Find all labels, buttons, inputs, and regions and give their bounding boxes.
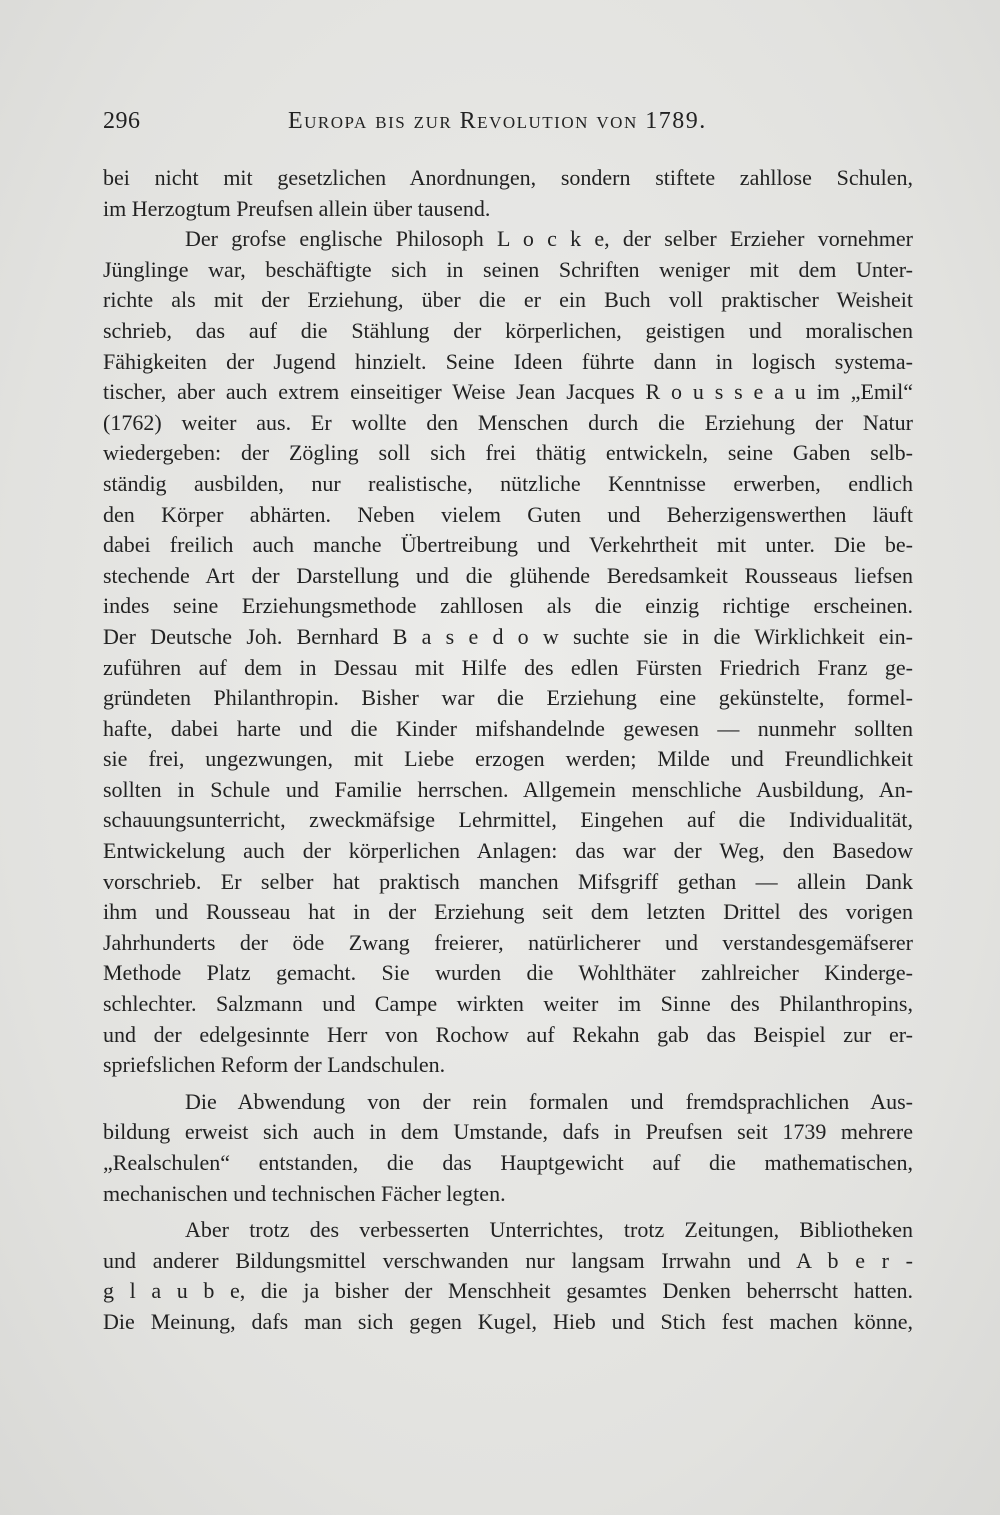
paragraph <box>103 1215 913 1337</box>
text-line: „Realschulen“ entstanden, die das Hauptgewicht auf die mathematischen, <box>103 1150 913 1175</box>
text-line: schlechter. Salzmann und Campe wirkten weiter im Sinne des Philanthropins, <box>103 991 913 1017</box>
text-line: spriefslichen Reform der Landschulen. <box>103 1052 446 1078</box>
text-line: Jünglinge war, beschäftigte sich in seinen Schriften weniger mit dem Unter- <box>103 256 913 282</box>
body-text <box>103 163 913 1338</box>
text-line: Der grofse englische Philosoph L o c k e, der selber Erzieher vornehmer <box>185 226 913 252</box>
text-line: den Körper abhärten. Neben vielem Guten und Beherzigenswerthen läuft <box>103 501 913 527</box>
text-line: sollten in Schule und Familie herrschen. Allgemein menschliche Ausbildung, An- <box>103 776 913 802</box>
text-line: stechende Art der Darstellung und die glühende Beredsamkeit Rousseaus liefsen <box>103 562 913 588</box>
paragraph <box>103 163 913 224</box>
text-line: gründeten Philanthropin. Bisher war die Erziehung eine gekünstelte, formel- <box>103 685 913 711</box>
text-line: Fähigkeiten der Jugend hinzielt. Seine Ideen führte dann in logisch systema- <box>103 348 913 374</box>
text-line: Jahrhunderts der öde Zwang freierer, natürlicherer und verstandesgemäfserer <box>103 929 913 955</box>
text-line: dabei freilich auch manche Übertreibung und Verkehrtheit mit unter. Die be- <box>103 532 913 558</box>
text-line: bei nicht mit gesetzlichen Anordnungen, sondern stiftete zahllose Schulen, <box>103 165 913 190</box>
text-line: und anderer Bildungsmittel verschwanden nur langsam Irrwahn und A b e r - <box>103 1247 913 1273</box>
page-header <box>103 108 913 148</box>
text-line: tischer, aber auch extrem einseitiger Weise Jean Jacques R o u s s e a u im „Emil“ <box>103 379 913 405</box>
page-number: 296 <box>103 108 141 134</box>
text-line: wiedergeben: der Zögling soll sich frei thätig entwickeln, seine Gaben selb- <box>103 440 913 466</box>
text-line: (1762) weiter aus. Er wollte den Menschen durch die Erziehung der Natur <box>103 409 913 435</box>
text-line: sie frei, ungezwungen, mit Liebe erzogen werden; Milde und Freundlichkeit <box>103 746 913 772</box>
text-line: im Herzogtum Preufsen allein über tausend. <box>103 195 491 221</box>
text-line: vorschrieb. Er selber hat praktisch manchen Mifsgriff gethan — allein Dank <box>103 868 913 894</box>
text-line: Die Abwendung von der rein formalen und fremdsprachlichen Aus- <box>185 1088 913 1114</box>
text-line: bildung erweist sich auch in dem Umstande, dafs in Preufsen seit 1739 mehrere <box>103 1119 913 1145</box>
text-line: g l a u b e, die ja bisher der Menschheit gesamtes Denken beherrscht hatten. <box>103 1278 913 1304</box>
paragraph <box>103 1087 913 1209</box>
text-line: mechanischen und technischen Fächer legten. <box>103 1180 506 1206</box>
paragraph <box>103 224 913 1081</box>
text-line: Aber trotz des verbesserten Unterrichtes, trotz Zeitungen, Bibliotheken <box>185 1217 913 1243</box>
text-line: Entwickelung auch der körperlichen Anlagen: das war der Weg, den Basedow <box>103 838 913 864</box>
text-line: zuführen auf dem in Dessau mit Hilfe des edlen Fürsten Friedrich Franz ge- <box>103 654 913 680</box>
running-head: Europa bis zur Revolution von 1789. <box>288 108 707 134</box>
text-line: indes seine Erziehungsmethode zahllosen als die einzig richtige erscheinen. <box>103 593 913 619</box>
text-line: schrieb, das auf die Stählung der körperlichen, geistigen und moralischen <box>103 317 913 343</box>
text-line: und der edelgesinnte Herr von Rochow auf Rekahn gab das Beispiel zur er- <box>103 1021 913 1047</box>
text-line: hafte, dabei harte und die Kinder mifshandelnde gewesen — nunmehr sollten <box>103 715 913 741</box>
text-line: ihm und Rousseau hat in der Erziehung seit dem letzten Drittel des vorigen <box>103 899 913 925</box>
text-line: Die Meinung, dafs man sich gegen Kugel, Hieb und Stich fest machen könne, <box>103 1308 913 1334</box>
text-line: ständig ausbilden, nur realistische, nützliche Kenntnisse erwerben, endlich <box>103 470 913 496</box>
text-line: Der Deutsche Joh. Bernhard B a s e d o w suchte sie in die Wirklichkeit ein- <box>103 623 913 649</box>
text-line: richte als mit der Erziehung, über die er ein Buch voll praktischer Weisheit <box>103 287 913 313</box>
text-line: Methode Platz gemacht. Sie wurden die Wohlthäter zahlreicher Kinderge- <box>103 960 913 986</box>
text-line: schauungsunterricht, zweckmäfsige Lehrmittel, Eingehen auf die Individualität, <box>103 807 913 833</box>
